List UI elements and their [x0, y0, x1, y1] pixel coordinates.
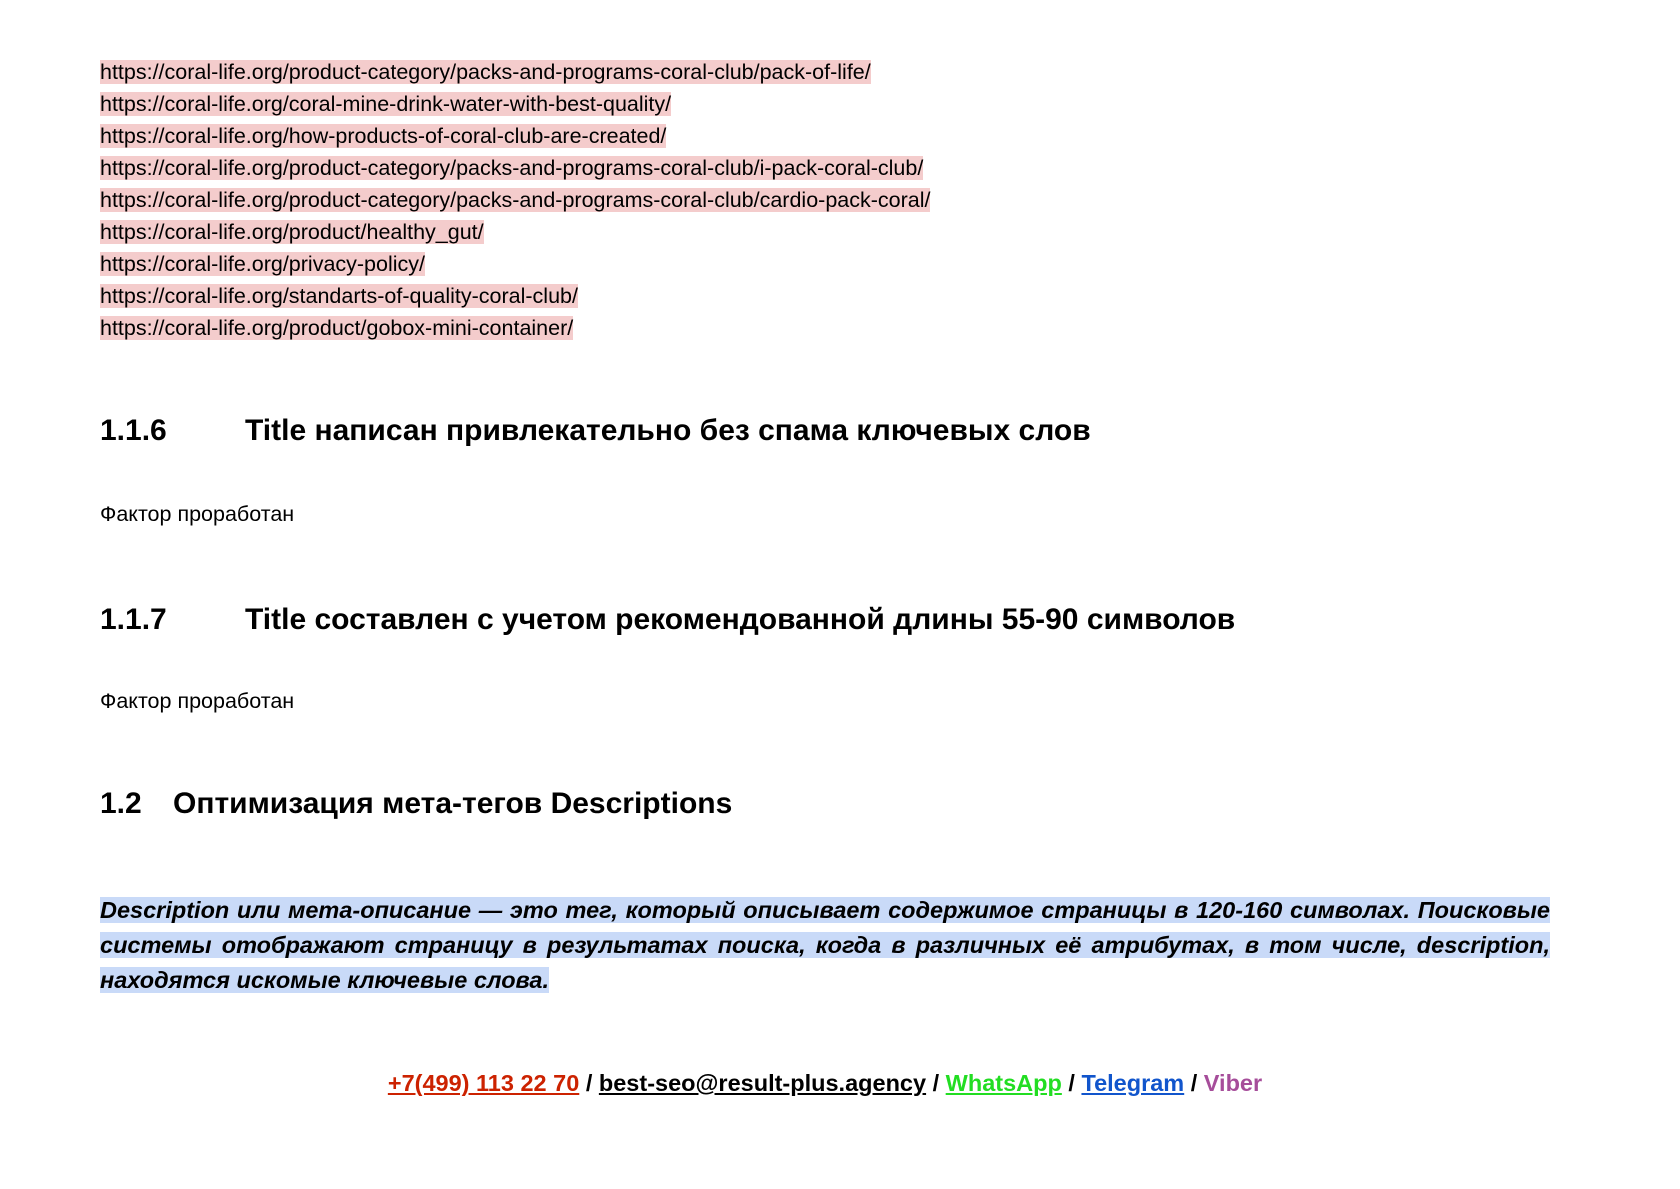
telegram-link[interactable]: Telegram	[1081, 1070, 1185, 1096]
description-text: Description или мета-описание — это тег, который описывает содержимое страницы в 120-160 символах. Поисковые системы отображают страницу в результатах поиска, когда в различных её атрибутах, в том числе, description, находятся искомые ключевые слова.	[100, 897, 1550, 993]
status-text: Фактор проработан	[100, 502, 295, 526]
heading-1-1-7	[100, 603, 1235, 637]
separator: /	[1190, 1070, 1198, 1096]
url-text: https://coral-life.org/coral-mine-drink-water-with-best-quality/	[100, 92, 672, 116]
email-link[interactable]: best-seo@result-plus.agency	[598, 1070, 927, 1096]
url-list	[100, 56, 930, 344]
heading-title: Title составлен с учетом рекомендованной длины 55-90 символов	[245, 603, 1236, 636]
separator: /	[932, 1070, 940, 1096]
viber-text: Viber	[1203, 1070, 1263, 1096]
heading-1-1-6	[100, 414, 1091, 448]
list-item	[100, 88, 930, 120]
list-item	[100, 184, 930, 216]
url-text: https://coral-life.org/product-category/packs-and-programs-coral-club/pack-of-life/	[100, 60, 871, 84]
heading-1-2	[100, 787, 732, 821]
url-text: https://coral-life.org/privacy-policy/	[100, 252, 425, 276]
url-text: https://coral-life.org/product-category/packs-and-programs-coral-club/i-pack-coral-club/	[100, 156, 924, 180]
separator: /	[585, 1070, 593, 1096]
url-text: https://coral-life.org/how-products-of-coral-club-are-created/	[100, 124, 667, 148]
url-text: https://coral-life.org/standarts-of-quality-coral-club/	[100, 284, 578, 308]
url-text: https://coral-life.org/product/healthy_gut/	[100, 220, 484, 244]
status-text: Фактор проработан	[100, 689, 295, 713]
description-paragraph	[100, 893, 1550, 998]
phone-link[interactable]: +7(499) 113 22 70	[387, 1070, 580, 1096]
separator: /	[1068, 1070, 1075, 1096]
list-item	[100, 216, 930, 248]
list-item	[100, 152, 930, 184]
heading-title: Title написан привлекательно без спама ключевых слов	[245, 414, 1091, 447]
heading-title: Оптимизация мета-тегов Descriptions	[173, 787, 733, 820]
heading-number: 1.1.7	[100, 603, 167, 636]
list-item	[100, 280, 930, 312]
heading-number: 1.1.6	[100, 414, 167, 447]
list-item	[100, 248, 930, 280]
heading-number: 1.2	[100, 787, 142, 820]
whatsapp-link[interactable]: WhatsApp	[945, 1070, 1062, 1096]
url-text: https://coral-life.org/product-category/packs-and-programs-coral-club/cardio-pack-coral/	[100, 188, 931, 212]
list-item	[100, 312, 930, 344]
url-text: https://coral-life.org/product/gobox-mini-container/	[100, 316, 574, 340]
list-item	[100, 56, 930, 88]
contacts-footer	[100, 1070, 1550, 1097]
list-item	[100, 120, 930, 152]
